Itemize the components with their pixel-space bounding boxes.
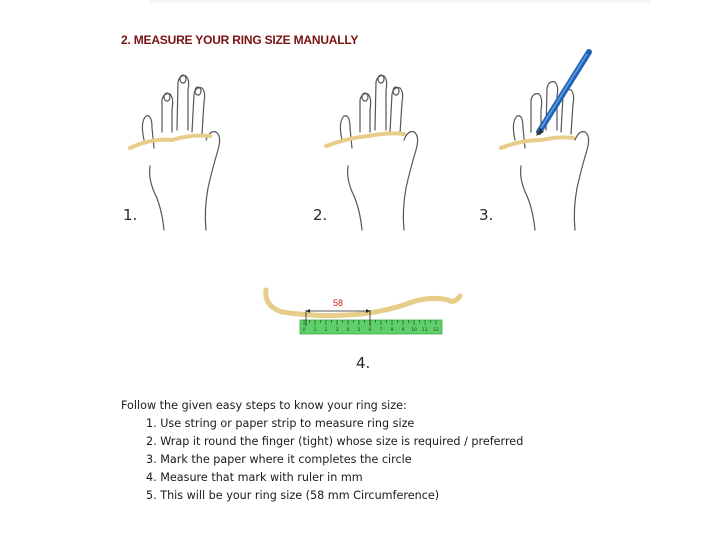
ruler-tick-label: 10 [411, 328, 417, 333]
ruler-tick-label: 12 [433, 328, 439, 333]
ruler-tick-label: 5 [357, 328, 361, 333]
ruler-tick-label: 6 [368, 328, 372, 333]
step-1-number: 1. [123, 206, 138, 224]
step-4-number: 4. [356, 354, 371, 372]
instruction-step-2: 2. Wrap it round the finger (tight) whose size is required / preferred [146, 435, 524, 448]
hand-with-strip-illustration-1 [122, 70, 242, 240]
ruler-tick-label: 9 [401, 328, 405, 333]
instruction-step-5: 5. This will be your ring size (58 mm Circumference) [146, 489, 440, 502]
ruler-tick-label: 3 [335, 328, 339, 333]
section-title: 2. MEASURE YOUR RING SIZE MANUALLY [121, 33, 359, 47]
instruction-step-1: 1. Use string or paper strip to measure ring size [146, 417, 415, 430]
instructions-intro: Follow the given easy steps to know your ring size: [121, 399, 407, 412]
ruler-tick-label: 11 [422, 328, 428, 333]
step-3-number: 3. [479, 206, 494, 224]
hand-with-strip-illustration-2 [320, 70, 440, 240]
ruler-tick-label: 0 [302, 328, 306, 333]
instructions-block [121, 397, 523, 505]
step-2-number: 2. [313, 206, 328, 224]
ruler-tick-label: 1 [313, 328, 317, 333]
instructions-steps-list [121, 415, 523, 505]
ruler-measurement-illustration [262, 284, 468, 354]
ruler-tick-label: 8 [390, 328, 394, 333]
ruler-tick-label: 4 [346, 328, 350, 333]
top-divider [150, 0, 650, 4]
ruler-tick-label: 7 [379, 328, 383, 333]
instruction-step-3: 3. Mark the paper where it completes the circle [146, 453, 412, 466]
measure-value-label: 58 [332, 298, 344, 308]
ruler-tick-label: 2 [324, 328, 328, 333]
pen-icon [536, 52, 589, 136]
hand-with-strip-and-pen-illustration-3 [495, 48, 605, 240]
instruction-step-4: 4. Measure that mark with ruler in mm [146, 471, 363, 484]
